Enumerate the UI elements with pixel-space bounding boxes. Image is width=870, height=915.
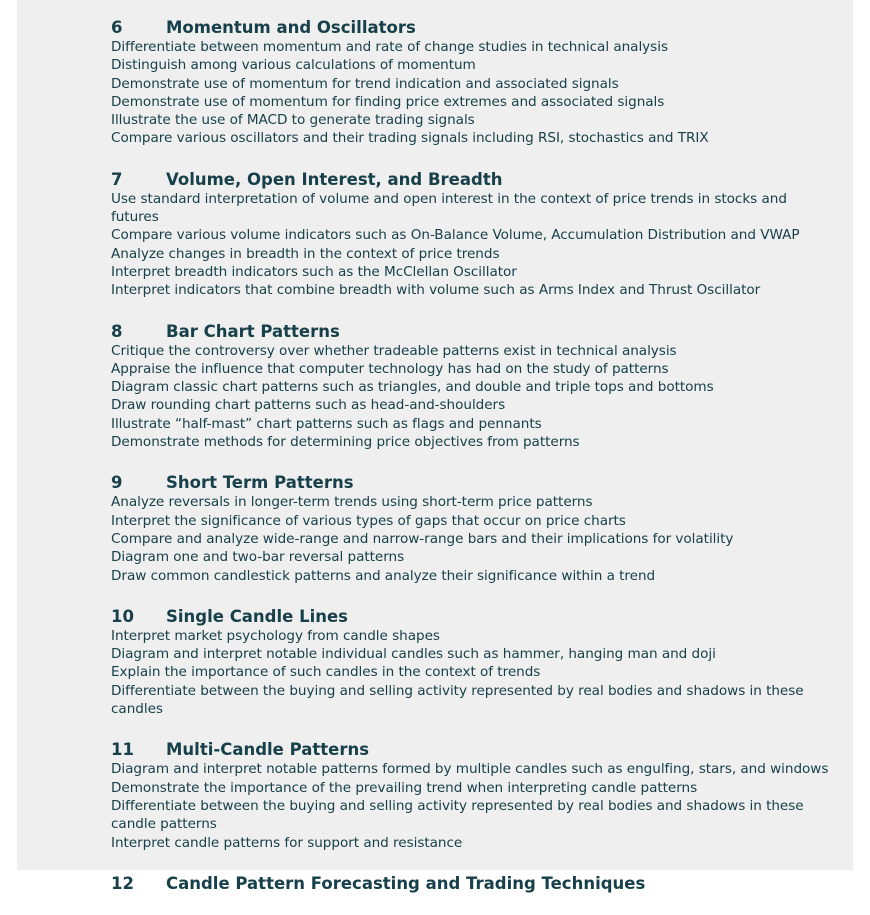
objective-item: Compare various oscillators and their trading signals including RSI, stochastics and TRIX: [111, 130, 709, 147]
objective-item: Differentiate between momentum and rate of change studies in technical analysis: [111, 39, 668, 55]
section-7: [111, 169, 831, 300]
objective-item: Critique the controversy over whether tradeable patterns exist in technical analysis: [111, 342, 677, 359]
section-9: [111, 472, 831, 584]
objective-item: Demonstrate use of momentum for finding price extremes and associated signals: [111, 93, 665, 110]
objective-item: Use standard interpretation of volume and open interest in the context of price trends in stocks and futures: [111, 190, 787, 226]
section-number: 7: [111, 169, 123, 189]
objective-list: [111, 760, 831, 851]
section-heading: [111, 739, 831, 760]
objective-item: Differentiate between the buying and selling activity represented by real bodies and shadows in these candle patterns: [111, 797, 804, 833]
course-outline: [111, 17, 831, 915]
objective-item: Demonstrate the importance of the prevailing trend when interpreting candle patterns: [111, 779, 698, 796]
section-number: 9: [111, 473, 123, 493]
objective-item: Illustrate the use of MACD to generate trading signals: [111, 112, 475, 129]
section-title: Short Term Patterns: [166, 473, 354, 493]
section-number: 11: [111, 740, 134, 760]
objective-list: [111, 627, 831, 718]
section-heading: [111, 169, 831, 190]
objective-item: Analyze reversals in longer-term trends using short-term price patterns: [111, 494, 593, 511]
objective-item: Interpret indicators that combine breadth with volume such as Arms Index and Thrust Oscillator: [111, 282, 761, 299]
section-title: Single Candle Lines: [166, 606, 349, 626]
objective-item: Draw rounding chart patterns such as head-and-shoulders: [111, 397, 506, 414]
section-12: [111, 873, 831, 894]
objective-list: [111, 38, 831, 148]
objective-item: Appraise the influence that computer technology has had on the study of patterns: [111, 360, 669, 377]
objective-list: [111, 493, 831, 584]
section-6: [111, 17, 831, 148]
section-heading: [111, 873, 831, 894]
objective-list: [111, 342, 831, 452]
objective-item: Differentiate between the buying and selling activity represented by real bodies and shadows in these candles: [111, 682, 804, 718]
section-number: 12: [111, 873, 134, 893]
objective-item: Demonstrate methods for determining price objectives from patterns: [111, 434, 580, 451]
objective-item: Diagram and interpret notable individual candles such as hammer, hanging man and doji: [111, 646, 716, 663]
objective-item: Interpret market psychology from candle shapes: [111, 627, 440, 644]
section-heading: [111, 472, 831, 493]
section-10: [111, 606, 831, 718]
objective-item: Draw common candlestick patterns and analyze their significance within a trend: [111, 567, 656, 584]
section-title: Bar Chart Patterns: [166, 321, 340, 341]
objective-item: Explain the importance of such candles in the context of trends: [111, 664, 541, 681]
section-title: Multi-Candle Patterns: [166, 740, 370, 760]
section-heading: [111, 17, 831, 38]
objective-item: Interpret candle patterns for support and resistance: [111, 834, 463, 851]
objective-item: Interpret the significance of various types of gaps that occur on price charts: [111, 512, 626, 529]
objective-item: Distinguish among various calculations of momentum: [111, 57, 476, 74]
objective-item: Illustrate “half-mast” chart patterns such as flags and pennants: [111, 415, 542, 432]
section-title: Candle Pattern Forecasting and Trading Techniques: [166, 873, 646, 893]
section-heading: [111, 606, 831, 627]
objective-item: Diagram classic chart patterns such as triangles, and double and triple tops and bottoms: [111, 379, 714, 396]
objective-item: Compare various volume indicators such as On-Balance Volume, Accumulation Distribution and VWAP: [111, 227, 800, 244]
section-11: [111, 739, 831, 851]
section-8: [111, 321, 831, 452]
section-title: Momentum and Oscillators: [166, 18, 416, 37]
section-number: 8: [111, 321, 123, 341]
objective-item: Demonstrate use of momentum for trend indication and associated signals: [111, 75, 619, 92]
objective-item: Diagram one and two-bar reversal patterns: [111, 549, 405, 566]
objective-item: Interpret breadth indicators such as the McClellan Oscillator: [111, 263, 517, 280]
section-number: 10: [111, 606, 134, 626]
document-page: [17, 0, 853, 893]
objective-item: Diagram and interpret notable patterns formed by multiple candles such as engulfing, stars, and windows: [111, 761, 829, 778]
section-number: 6: [111, 18, 123, 37]
section-heading: [111, 321, 831, 342]
section-title: Volume, Open Interest, and Breadth: [166, 169, 503, 189]
objective-list: [111, 190, 831, 300]
objective-item: Compare and analyze wide-range and narrow-range bars and their implications for volatility: [111, 530, 734, 547]
objective-item: Analyze changes in breadth in the context of price trends: [111, 245, 500, 262]
